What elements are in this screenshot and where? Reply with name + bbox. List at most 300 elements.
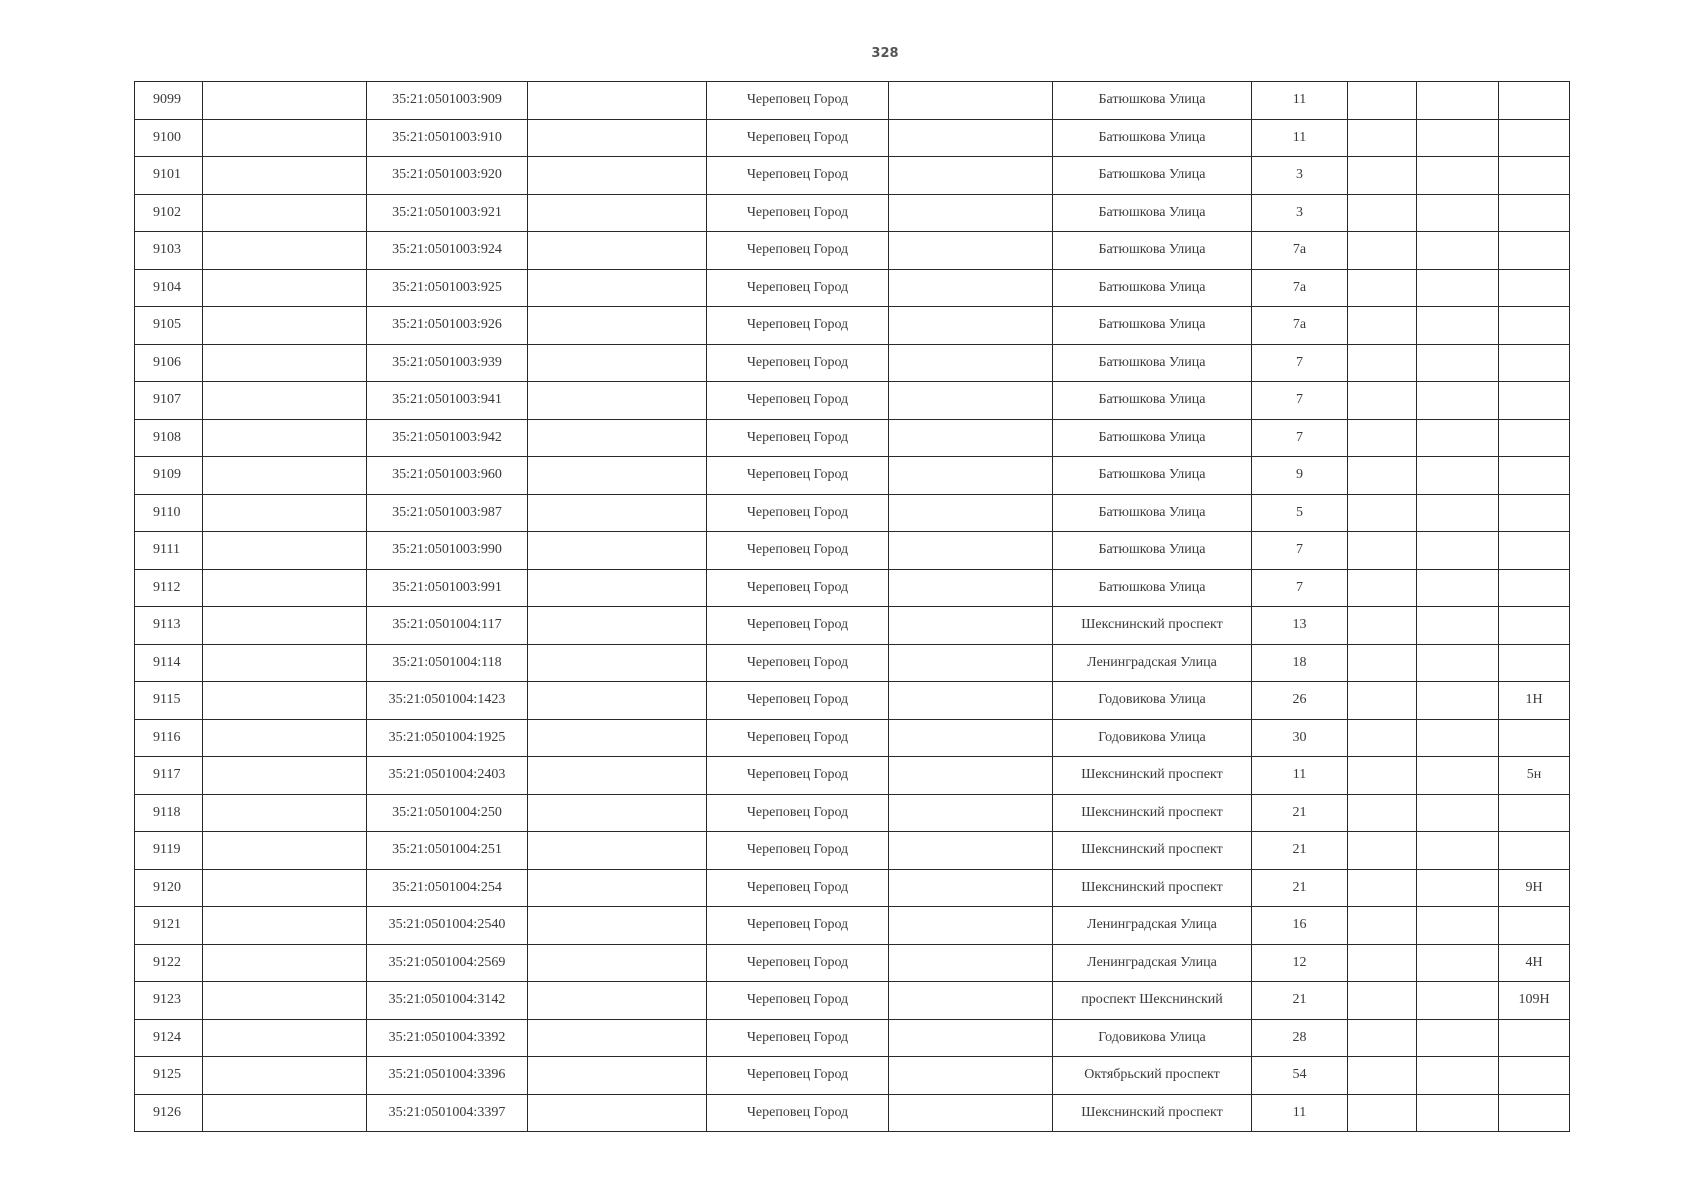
blank-col-9-cell bbox=[1348, 307, 1417, 345]
blank-col-9-cell bbox=[1348, 82, 1417, 120]
blank-col-10-cell bbox=[1417, 644, 1499, 682]
cadastral-number-cell: 35:21:0501003:991 bbox=[367, 569, 528, 607]
blank-col-9-cell bbox=[1348, 719, 1417, 757]
premises-number-cell bbox=[1499, 494, 1570, 532]
blank-col-9-cell bbox=[1348, 794, 1417, 832]
blank-col-6-cell bbox=[889, 644, 1053, 682]
row-number-cell: 9123 bbox=[135, 982, 203, 1020]
row-number-cell: 9109 bbox=[135, 457, 203, 495]
city-cell: Череповец Город bbox=[707, 982, 889, 1020]
blank-col-10-cell bbox=[1417, 607, 1499, 645]
premises-number-cell: 5н bbox=[1499, 757, 1570, 795]
blank-col-4-cell bbox=[528, 569, 707, 607]
city-cell: Череповец Город bbox=[707, 569, 889, 607]
street-cell: Ленинградская Улица bbox=[1053, 644, 1252, 682]
blank-col-10-cell bbox=[1417, 194, 1499, 232]
house-number-cell: 9 bbox=[1252, 457, 1348, 495]
row-number-cell: 9108 bbox=[135, 419, 203, 457]
row-number-cell: 9115 bbox=[135, 682, 203, 720]
blank-col-4-cell bbox=[528, 157, 707, 195]
table-row bbox=[135, 832, 1570, 870]
blank-col-2-cell bbox=[203, 532, 367, 570]
blank-col-4-cell bbox=[528, 982, 707, 1020]
premises-number-cell bbox=[1499, 119, 1570, 157]
house-number-cell: 11 bbox=[1252, 757, 1348, 795]
cadastral-number-cell: 35:21:0501003:942 bbox=[367, 419, 528, 457]
house-number-cell: 7а bbox=[1252, 232, 1348, 270]
premises-number-cell bbox=[1499, 644, 1570, 682]
cadastral-number-cell: 35:21:0501003:909 bbox=[367, 82, 528, 120]
house-number-cell: 11 bbox=[1252, 119, 1348, 157]
blank-col-10-cell bbox=[1417, 1094, 1499, 1132]
cadastral-number-cell: 35:21:0501004:3396 bbox=[367, 1057, 528, 1095]
street-cell: Ленинградская Улица bbox=[1053, 907, 1252, 945]
blank-col-4-cell bbox=[528, 1057, 707, 1095]
house-number-cell: 30 bbox=[1252, 719, 1348, 757]
blank-col-2-cell bbox=[203, 307, 367, 345]
city-cell: Череповец Город bbox=[707, 944, 889, 982]
blank-col-2-cell bbox=[203, 1019, 367, 1057]
house-number-cell: 12 bbox=[1252, 944, 1348, 982]
blank-col-4-cell bbox=[528, 269, 707, 307]
premises-number-cell bbox=[1499, 1094, 1570, 1132]
blank-col-2-cell bbox=[203, 869, 367, 907]
blank-col-6-cell bbox=[889, 457, 1053, 495]
blank-col-2-cell bbox=[203, 982, 367, 1020]
city-cell: Череповец Город bbox=[707, 307, 889, 345]
street-cell: Годовикова Улица bbox=[1053, 1019, 1252, 1057]
cadastral-number-cell: 35:21:0501004:118 bbox=[367, 644, 528, 682]
blank-col-10-cell bbox=[1417, 757, 1499, 795]
blank-col-2-cell bbox=[203, 832, 367, 870]
table-row bbox=[135, 644, 1570, 682]
table-row bbox=[135, 1057, 1570, 1095]
table-row bbox=[135, 569, 1570, 607]
blank-col-4-cell bbox=[528, 607, 707, 645]
row-number-cell: 9103 bbox=[135, 232, 203, 270]
cadastral-number-cell: 35:21:0501004:3397 bbox=[367, 1094, 528, 1132]
row-number-cell: 9111 bbox=[135, 532, 203, 570]
blank-col-9-cell bbox=[1348, 1094, 1417, 1132]
blank-col-9-cell bbox=[1348, 757, 1417, 795]
blank-col-4-cell bbox=[528, 907, 707, 945]
table-row bbox=[135, 532, 1570, 570]
blank-col-6-cell bbox=[889, 419, 1053, 457]
premises-number-cell bbox=[1499, 569, 1570, 607]
blank-col-4-cell bbox=[528, 194, 707, 232]
blank-col-10-cell bbox=[1417, 719, 1499, 757]
premises-number-cell bbox=[1499, 419, 1570, 457]
table-row bbox=[135, 757, 1570, 795]
blank-col-10-cell bbox=[1417, 344, 1499, 382]
blank-col-4-cell bbox=[528, 682, 707, 720]
cadastral-number-cell: 35:21:0501003:990 bbox=[367, 532, 528, 570]
blank-col-4-cell bbox=[528, 232, 707, 270]
premises-number-cell bbox=[1499, 157, 1570, 195]
blank-col-9-cell bbox=[1348, 419, 1417, 457]
cadastral-number-cell: 35:21:0501004:254 bbox=[367, 869, 528, 907]
blank-col-10-cell bbox=[1417, 832, 1499, 870]
row-number-cell: 9100 bbox=[135, 119, 203, 157]
cadastral-number-cell: 35:21:0501004:2403 bbox=[367, 757, 528, 795]
house-number-cell: 7 bbox=[1252, 382, 1348, 420]
row-number-cell: 9120 bbox=[135, 869, 203, 907]
blank-col-10-cell bbox=[1417, 532, 1499, 570]
blank-col-10-cell bbox=[1417, 119, 1499, 157]
street-cell: Батюшкова Улица bbox=[1053, 419, 1252, 457]
city-cell: Череповец Город bbox=[707, 82, 889, 120]
city-cell: Череповец Город bbox=[707, 719, 889, 757]
premises-number-cell bbox=[1499, 457, 1570, 495]
blank-col-2-cell bbox=[203, 494, 367, 532]
city-cell: Череповец Город bbox=[707, 644, 889, 682]
blank-col-9-cell bbox=[1348, 644, 1417, 682]
premises-number-cell bbox=[1499, 832, 1570, 870]
blank-col-6-cell bbox=[889, 382, 1053, 420]
cadastral-number-cell: 35:21:0501004:3142 bbox=[367, 982, 528, 1020]
city-cell: Череповец Город bbox=[707, 494, 889, 532]
blank-col-10-cell bbox=[1417, 1019, 1499, 1057]
blank-col-9-cell bbox=[1348, 682, 1417, 720]
blank-col-10-cell bbox=[1417, 907, 1499, 945]
blank-col-4-cell bbox=[528, 1019, 707, 1057]
street-cell: Годовикова Улица bbox=[1053, 682, 1252, 720]
blank-col-6-cell bbox=[889, 794, 1053, 832]
blank-col-10-cell bbox=[1417, 982, 1499, 1020]
row-number-cell: 9106 bbox=[135, 344, 203, 382]
cadastral-number-cell: 35:21:0501004:250 bbox=[367, 794, 528, 832]
house-number-cell: 28 bbox=[1252, 1019, 1348, 1057]
street-cell: Батюшкова Улица bbox=[1053, 157, 1252, 195]
city-cell: Череповец Город bbox=[707, 157, 889, 195]
blank-col-9-cell bbox=[1348, 944, 1417, 982]
city-cell: Череповец Город bbox=[707, 1019, 889, 1057]
blank-col-6-cell bbox=[889, 944, 1053, 982]
row-number-cell: 9122 bbox=[135, 944, 203, 982]
blank-col-9-cell bbox=[1348, 382, 1417, 420]
house-number-cell: 7 bbox=[1252, 419, 1348, 457]
blank-col-6-cell bbox=[889, 907, 1053, 945]
blank-col-6-cell bbox=[889, 494, 1053, 532]
row-number-cell: 9107 bbox=[135, 382, 203, 420]
house-number-cell: 26 bbox=[1252, 682, 1348, 720]
street-cell: Батюшкова Улица bbox=[1053, 119, 1252, 157]
blank-col-4-cell bbox=[528, 419, 707, 457]
page-number: 328 bbox=[871, 46, 899, 61]
table-row bbox=[135, 82, 1570, 120]
blank-col-9-cell bbox=[1348, 607, 1417, 645]
blank-col-2-cell bbox=[203, 157, 367, 195]
blank-col-9-cell bbox=[1348, 1019, 1417, 1057]
cadastral-number-cell: 35:21:0501003:939 bbox=[367, 344, 528, 382]
blank-col-6-cell bbox=[889, 1057, 1053, 1095]
blank-col-10-cell bbox=[1417, 419, 1499, 457]
city-cell: Череповец Город bbox=[707, 1057, 889, 1095]
cadastral-number-cell: 35:21:0501003:910 bbox=[367, 119, 528, 157]
blank-col-6-cell bbox=[889, 532, 1053, 570]
cadastral-number-cell: 35:21:0501003:941 bbox=[367, 382, 528, 420]
house-number-cell: 21 bbox=[1252, 982, 1348, 1020]
blank-col-10-cell bbox=[1417, 307, 1499, 345]
house-number-cell: 11 bbox=[1252, 82, 1348, 120]
table-row bbox=[135, 382, 1570, 420]
blank-col-9-cell bbox=[1348, 869, 1417, 907]
premises-number-cell bbox=[1499, 532, 1570, 570]
table-row bbox=[135, 194, 1570, 232]
cadastral-number-cell: 35:21:0501003:926 bbox=[367, 307, 528, 345]
table-row bbox=[135, 457, 1570, 495]
blank-col-4-cell bbox=[528, 644, 707, 682]
row-number-cell: 9119 bbox=[135, 832, 203, 870]
premises-number-cell bbox=[1499, 194, 1570, 232]
row-number-cell: 9112 bbox=[135, 569, 203, 607]
blank-col-2-cell bbox=[203, 1057, 367, 1095]
table-body bbox=[135, 82, 1570, 1132]
premises-number-cell bbox=[1499, 232, 1570, 270]
blank-col-6-cell bbox=[889, 757, 1053, 795]
row-number-cell: 9113 bbox=[135, 607, 203, 645]
blank-col-10-cell bbox=[1417, 82, 1499, 120]
blank-col-6-cell bbox=[889, 982, 1053, 1020]
blank-col-9-cell bbox=[1348, 119, 1417, 157]
blank-col-2-cell bbox=[203, 82, 367, 120]
row-number-cell: 9118 bbox=[135, 794, 203, 832]
city-cell: Череповец Город bbox=[707, 119, 889, 157]
premises-number-cell bbox=[1499, 382, 1570, 420]
street-cell: Шекснинский проспект bbox=[1053, 607, 1252, 645]
street-cell: Шекснинский проспект bbox=[1053, 757, 1252, 795]
blank-col-2-cell bbox=[203, 1094, 367, 1132]
blank-col-2-cell bbox=[203, 644, 367, 682]
blank-col-4-cell bbox=[528, 344, 707, 382]
blank-col-6-cell bbox=[889, 82, 1053, 120]
blank-col-9-cell bbox=[1348, 457, 1417, 495]
blank-col-2-cell bbox=[203, 344, 367, 382]
city-cell: Череповец Город bbox=[707, 532, 889, 570]
blank-col-9-cell bbox=[1348, 569, 1417, 607]
premises-number-cell bbox=[1499, 1019, 1570, 1057]
blank-col-4-cell bbox=[528, 82, 707, 120]
blank-col-10-cell bbox=[1417, 1057, 1499, 1095]
street-cell: Батюшкова Улица bbox=[1053, 344, 1252, 382]
row-number-cell: 9105 bbox=[135, 307, 203, 345]
premises-number-cell bbox=[1499, 307, 1570, 345]
cadastral-number-cell: 35:21:0501003:960 bbox=[367, 457, 528, 495]
blank-col-10-cell bbox=[1417, 869, 1499, 907]
blank-col-10-cell bbox=[1417, 794, 1499, 832]
row-number-cell: 9099 bbox=[135, 82, 203, 120]
house-number-cell: 5 bbox=[1252, 494, 1348, 532]
table-row bbox=[135, 157, 1570, 195]
city-cell: Череповец Город bbox=[707, 344, 889, 382]
street-cell: Шекснинский проспект bbox=[1053, 1094, 1252, 1132]
city-cell: Череповец Город bbox=[707, 194, 889, 232]
blank-col-2-cell bbox=[203, 944, 367, 982]
city-cell: Череповец Город bbox=[707, 682, 889, 720]
house-number-cell: 7 bbox=[1252, 344, 1348, 382]
blank-col-2-cell bbox=[203, 269, 367, 307]
house-number-cell: 7а bbox=[1252, 269, 1348, 307]
blank-col-9-cell bbox=[1348, 157, 1417, 195]
blank-col-10-cell bbox=[1417, 944, 1499, 982]
property-register-table bbox=[134, 81, 1570, 1132]
house-number-cell: 7 bbox=[1252, 532, 1348, 570]
house-number-cell: 18 bbox=[1252, 644, 1348, 682]
table-row bbox=[135, 607, 1570, 645]
city-cell: Череповец Город bbox=[707, 794, 889, 832]
street-cell: Батюшкова Улица bbox=[1053, 569, 1252, 607]
cadastral-number-cell: 35:21:0501003:920 bbox=[367, 157, 528, 195]
blank-col-2-cell bbox=[203, 757, 367, 795]
blank-col-2-cell bbox=[203, 382, 367, 420]
row-number-cell: 9114 bbox=[135, 644, 203, 682]
house-number-cell: 21 bbox=[1252, 794, 1348, 832]
blank-col-4-cell bbox=[528, 119, 707, 157]
street-cell: Батюшкова Улица bbox=[1053, 457, 1252, 495]
blank-col-9-cell bbox=[1348, 532, 1417, 570]
street-cell: проспект Шекснинский bbox=[1053, 982, 1252, 1020]
blank-col-6-cell bbox=[889, 269, 1053, 307]
blank-col-2-cell bbox=[203, 457, 367, 495]
blank-col-6-cell bbox=[889, 119, 1053, 157]
house-number-cell: 21 bbox=[1252, 832, 1348, 870]
blank-col-10-cell bbox=[1417, 457, 1499, 495]
blank-col-6-cell bbox=[889, 344, 1053, 382]
blank-col-2-cell bbox=[203, 232, 367, 270]
street-cell: Батюшкова Улица bbox=[1053, 532, 1252, 570]
table-row bbox=[135, 344, 1570, 382]
blank-col-9-cell bbox=[1348, 344, 1417, 382]
premises-number-cell bbox=[1499, 82, 1570, 120]
house-number-cell: 3 bbox=[1252, 157, 1348, 195]
blank-col-10-cell bbox=[1417, 682, 1499, 720]
blank-col-6-cell bbox=[889, 157, 1053, 195]
house-number-cell: 7 bbox=[1252, 569, 1348, 607]
blank-col-6-cell bbox=[889, 719, 1053, 757]
blank-col-4-cell bbox=[528, 494, 707, 532]
street-cell: Батюшкова Улица bbox=[1053, 232, 1252, 270]
blank-col-10-cell bbox=[1417, 569, 1499, 607]
cadastral-number-cell: 35:21:0501004:3392 bbox=[367, 1019, 528, 1057]
blank-col-6-cell bbox=[889, 194, 1053, 232]
street-cell: Батюшкова Улица bbox=[1053, 194, 1252, 232]
blank-col-2-cell bbox=[203, 682, 367, 720]
house-number-cell: 3 bbox=[1252, 194, 1348, 232]
house-number-cell: 13 bbox=[1252, 607, 1348, 645]
blank-col-9-cell bbox=[1348, 907, 1417, 945]
blank-col-4-cell bbox=[528, 1094, 707, 1132]
city-cell: Череповец Город bbox=[707, 269, 889, 307]
cadastral-number-cell: 35:21:0501004:1925 bbox=[367, 719, 528, 757]
city-cell: Череповец Город bbox=[707, 907, 889, 945]
blank-col-6-cell bbox=[889, 232, 1053, 270]
premises-number-cell bbox=[1499, 907, 1570, 945]
table-row bbox=[135, 419, 1570, 457]
city-cell: Череповец Город bbox=[707, 869, 889, 907]
table-row bbox=[135, 1094, 1570, 1132]
row-number-cell: 9101 bbox=[135, 157, 203, 195]
house-number-cell: 16 bbox=[1252, 907, 1348, 945]
house-number-cell: 11 bbox=[1252, 1094, 1348, 1132]
table-row bbox=[135, 1019, 1570, 1057]
premises-number-cell bbox=[1499, 344, 1570, 382]
blank-col-10-cell bbox=[1417, 232, 1499, 270]
cadastral-number-cell: 35:21:0501004:251 bbox=[367, 832, 528, 870]
street-cell: Шекснинский проспект bbox=[1053, 794, 1252, 832]
city-cell: Череповец Город bbox=[707, 1094, 889, 1132]
house-number-cell: 54 bbox=[1252, 1057, 1348, 1095]
cadastral-number-cell: 35:21:0501004:117 bbox=[367, 607, 528, 645]
premises-number-cell bbox=[1499, 1057, 1570, 1095]
row-number-cell: 9117 bbox=[135, 757, 203, 795]
city-cell: Череповец Город bbox=[707, 832, 889, 870]
blank-col-4-cell bbox=[528, 307, 707, 345]
street-cell: Батюшкова Улица bbox=[1053, 269, 1252, 307]
city-cell: Череповец Город bbox=[707, 457, 889, 495]
street-cell: Батюшкова Улица bbox=[1053, 494, 1252, 532]
blank-col-2-cell bbox=[203, 719, 367, 757]
table-row bbox=[135, 944, 1570, 982]
cadastral-number-cell: 35:21:0501003:924 bbox=[367, 232, 528, 270]
blank-col-2-cell bbox=[203, 119, 367, 157]
cadastral-number-cell: 35:21:0501004:1423 bbox=[367, 682, 528, 720]
table-row bbox=[135, 794, 1570, 832]
blank-col-6-cell bbox=[889, 869, 1053, 907]
street-cell: Батюшкова Улица bbox=[1053, 382, 1252, 420]
row-number-cell: 9121 bbox=[135, 907, 203, 945]
blank-col-9-cell bbox=[1348, 232, 1417, 270]
table-row bbox=[135, 232, 1570, 270]
blank-col-10-cell bbox=[1417, 494, 1499, 532]
cadastral-number-cell: 35:21:0501003:925 bbox=[367, 269, 528, 307]
premises-number-cell bbox=[1499, 794, 1570, 832]
street-cell: Шекснинский проспект bbox=[1053, 869, 1252, 907]
blank-col-6-cell bbox=[889, 1094, 1053, 1132]
blank-col-2-cell bbox=[203, 907, 367, 945]
blank-col-4-cell bbox=[528, 382, 707, 420]
premises-number-cell: 109Н bbox=[1499, 982, 1570, 1020]
table-row bbox=[135, 269, 1570, 307]
blank-col-4-cell bbox=[528, 757, 707, 795]
street-cell: Октябрьский проспект bbox=[1053, 1057, 1252, 1095]
city-cell: Череповец Город bbox=[707, 757, 889, 795]
blank-col-9-cell bbox=[1348, 982, 1417, 1020]
table-row bbox=[135, 119, 1570, 157]
premises-number-cell: 1Н bbox=[1499, 682, 1570, 720]
table-row bbox=[135, 494, 1570, 532]
blank-col-6-cell bbox=[889, 569, 1053, 607]
cadastral-number-cell: 35:21:0501004:2569 bbox=[367, 944, 528, 982]
cadastral-number-cell: 35:21:0501003:987 bbox=[367, 494, 528, 532]
blank-col-4-cell bbox=[528, 532, 707, 570]
blank-col-4-cell bbox=[528, 719, 707, 757]
blank-col-10-cell bbox=[1417, 269, 1499, 307]
blank-col-10-cell bbox=[1417, 157, 1499, 195]
street-cell: Батюшкова Улица bbox=[1053, 82, 1252, 120]
blank-col-6-cell bbox=[889, 1019, 1053, 1057]
blank-col-4-cell bbox=[528, 869, 707, 907]
row-number-cell: 9110 bbox=[135, 494, 203, 532]
blank-col-9-cell bbox=[1348, 494, 1417, 532]
blank-col-10-cell bbox=[1417, 382, 1499, 420]
house-number-cell: 21 bbox=[1252, 869, 1348, 907]
premises-number-cell: 4Н bbox=[1499, 944, 1570, 982]
row-number-cell: 9104 bbox=[135, 269, 203, 307]
row-number-cell: 9126 bbox=[135, 1094, 203, 1132]
premises-number-cell bbox=[1499, 719, 1570, 757]
cadastral-number-cell: 35:21:0501003:921 bbox=[367, 194, 528, 232]
blank-col-9-cell bbox=[1348, 1057, 1417, 1095]
